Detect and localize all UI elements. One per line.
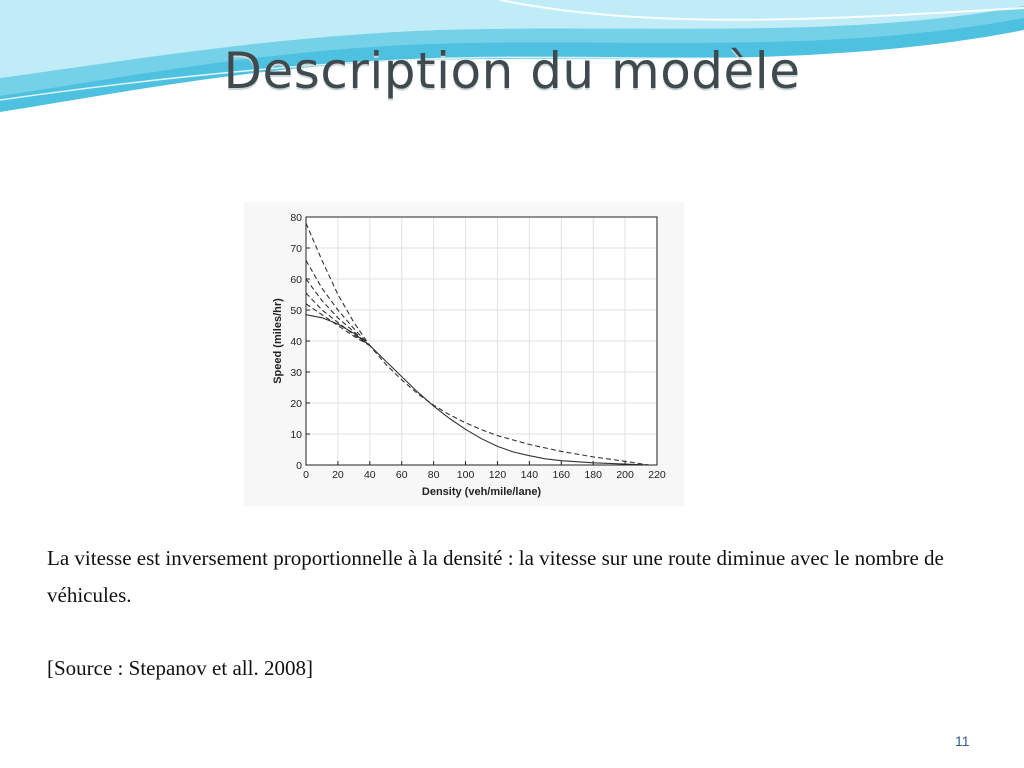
source-citation: [Source : Stepanov et all. 2008] (47, 656, 313, 680)
y-tick-label: 80 (290, 212, 302, 224)
y-tick-label: 70 (290, 243, 302, 255)
x-tick-label: 220 (648, 469, 666, 481)
page-number: 11 (955, 733, 970, 749)
x-tick-label: 160 (552, 469, 571, 481)
y-tick-label: 50 (290, 305, 302, 317)
x-tick-label: 0 (303, 469, 309, 481)
description-paragraph: La vitesse est inversement proportionnelle à la densité : la vitesse sur une route diminue avec le nombre de véhicules. (47, 546, 944, 607)
x-tick-label: 200 (616, 469, 634, 481)
y-axis-label: Speed (miles/hr) (272, 298, 284, 384)
page-title: Description du modèle (223, 42, 801, 100)
y-tick-label: 20 (290, 398, 302, 410)
y-tick-label: 40 (290, 336, 302, 348)
x-tick-label: 40 (363, 469, 376, 481)
x-tick-label: 80 (427, 469, 440, 481)
x-tick-label: 60 (395, 469, 408, 481)
x-tick-label: 120 (488, 469, 507, 481)
x-tick-label: 180 (584, 469, 602, 481)
y-tick-label: 10 (290, 429, 302, 441)
x-axis-label: Density (veh/mile/lane) (421, 486, 542, 498)
y-tick-label: 60 (290, 274, 302, 286)
x-tick-label: 140 (520, 469, 539, 481)
speed-density-chart (244, 202, 684, 506)
x-tick-label: 20 (332, 469, 344, 481)
y-tick-label: 0 (296, 460, 302, 472)
x-tick-label: 100 (456, 469, 475, 481)
y-tick-label: 30 (290, 367, 302, 379)
